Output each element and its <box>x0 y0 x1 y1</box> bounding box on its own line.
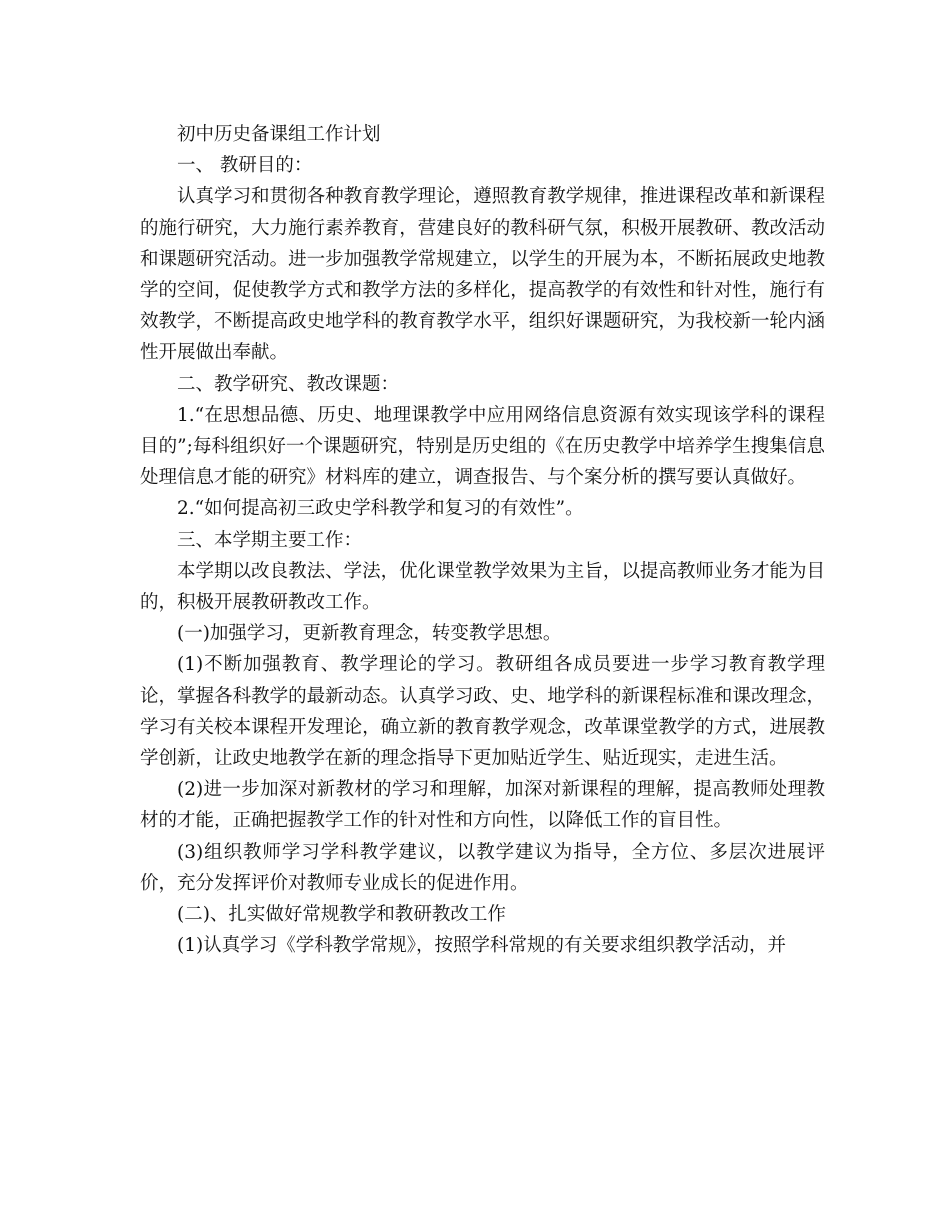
subsection-heading-2: (二)、扎实做好常规教学和教研教改工作 <box>177 904 506 926</box>
paragraph-item-1: (1)不断加强教育、教学理论的学习。教研组各成员要进一步学习教育教学理论，掌握各科教学的最新动态。认真学习政、史、地学科的新课程标准和课改理念，学习有关校本课程开发理论，确立新的教育教学观念，改革课堂教学的方式，进展教学创新，让政史地教学在新的理念指导下更加贴近学生、贴近现实，走进生活。 <box>140 654 825 770</box>
paragraph-topic-2: 2.“如何提高初三政史学科教学和复习的有效性”。 <box>177 498 584 520</box>
subsection-heading-1: (一)加强学习，更新教育理念，转变教学思想。 <box>177 623 562 645</box>
paragraph-item-4: (1)认真学习《学科教学常规》，按照学科常规的有关要求组织教学活动，并 <box>177 935 786 957</box>
document-body <box>140 119 825 961</box>
section-heading-1: 一、 教研目的： <box>177 155 313 177</box>
document-title: 初中历史备课组工作计划 <box>177 124 381 145</box>
paragraph-semester: 本学期以改良教法、学法，优化课堂教学效果为主旨，以提高教师业务才能为目的，积极开展教研教改工作。 <box>140 560 825 614</box>
paragraph-item-3: (3)组织教师学习学科教学建议，以教学建议为指导，全方位、多层次进展评价，充分发挥评价对教师专业成长的促进作用。 <box>140 841 825 894</box>
section-heading-3: 三、本学期主要工作： <box>177 529 363 551</box>
paragraph-goals: 认真学习和贯彻各种教育教学理论，遵照教育教学规律，推进课程改革和新课程的施行研究，大力施行素养教育，营建良好的教科研气氛，积极开展教研、教改活动和课题研究活动。进一步加强教学常规建立，以学生的开展为本，不断拓展政史地教学的空间，促使教学方式和教学方法的多样化，提高教学的有效性和针对性，施行有效教学，不断提高政史地学科的教育教学水平，组织好课题研究，为我校新一轮内涵性开展做出奉献。 <box>140 186 825 364</box>
paragraph-item-2: (2)进一步加深对新教材的学习和理解，加深对新课程的理解，提高教师处理教材的才能，正确把握教学工作的针对性和方向性，以降低工作的盲目性。 <box>140 779 825 832</box>
section-heading-2: 二、教学研究、教改课题： <box>177 373 400 395</box>
paragraph-topic-1: 1.“在思想品德、历史、地理课教学中应用网络信息资源有效实现该学科的课程目的”;每科组织好一个课题研究，特别是历史组的《在历史教学中培养学生搜集信息处理信息才能的研究》材料库的建立，调查报告、与个案分析的撰写要认真做好。 <box>140 404 825 489</box>
